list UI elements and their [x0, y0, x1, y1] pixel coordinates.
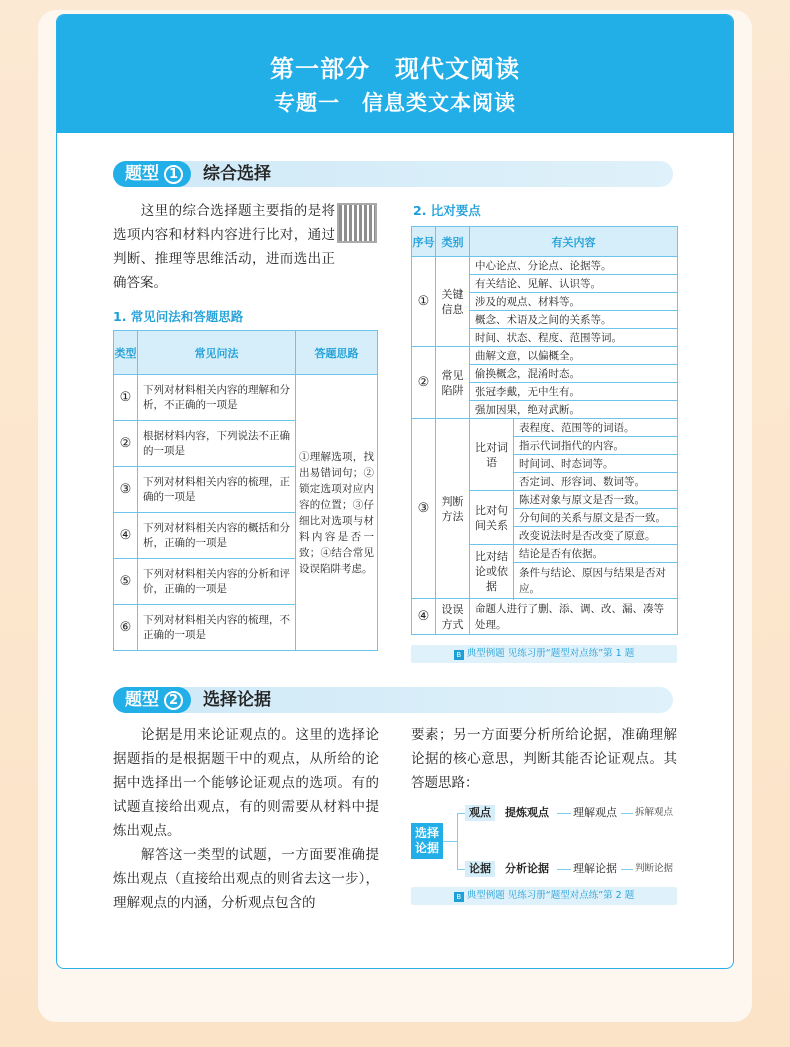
table-row-question: 下列对材料相关内容的梳理，不正确的一项是 — [138, 605, 296, 651]
table-row-question: 下列对材料相关内容的梳理，正确的一项是 — [138, 467, 296, 513]
table-row: 指示代词指代的内容。 — [514, 437, 678, 455]
table1-title: 1. 常见问法和答题思路 — [113, 309, 244, 324]
table-row-question: 下列对材料相关内容的概括和分析，正确的一项是 — [138, 513, 296, 559]
table-row: 中心论点、分论点、论据等。 — [470, 257, 678, 275]
diagram-connector — [621, 869, 633, 870]
group-number: ② — [412, 347, 436, 419]
diagram-step: 提炼观点 — [505, 806, 549, 819]
table-row: 表程度、范围等的词语。 — [514, 419, 678, 437]
group-number: ③ — [412, 419, 436, 599]
question-types-table — [113, 330, 378, 651]
table-row: 强加因果，绝对武断。 — [470, 401, 678, 419]
qr-code-icon[interactable] — [337, 203, 377, 243]
table-row: 有关结论、见解、认识等。 — [470, 275, 678, 293]
subgroup-category: 比对句间关系 — [470, 491, 514, 545]
table-row-number: ④ — [114, 513, 138, 559]
diagram-connector — [621, 813, 633, 814]
table-row-number: ① — [114, 375, 138, 421]
group-category: 判断方法 — [436, 419, 470, 599]
table1-header-question: 常见问法 — [138, 331, 296, 375]
example-note-2[interactable]: B 典型例题 见练习册“题型对点练”第 2 题 — [411, 887, 677, 905]
table-row: 命题人进行了删、添、调、改、漏、凑等处理。 — [470, 599, 678, 635]
table-row-question: 下列对材料相关内容的分析和评价，正确的一项是 — [138, 559, 296, 605]
subgroup-category: 比对结论或依据 — [470, 545, 514, 599]
diagram-viewpoint-tag: 观点 — [465, 805, 495, 821]
diagram-step: 判断论据 — [635, 863, 674, 874]
section1-header — [113, 161, 673, 187]
table-row: 时间、状态、程度、范围等词。 — [470, 329, 678, 347]
section2-header — [113, 687, 673, 713]
diagram-connector — [443, 841, 457, 842]
diagram-connector — [557, 869, 571, 870]
diagram-connector — [457, 813, 465, 814]
diagram-evidence-tag: 论据 — [465, 861, 495, 877]
table2-title: 2. 比对要点 — [413, 203, 481, 218]
section2-title: 选择论据 — [203, 690, 271, 710]
diagram-step: 拆解观点 — [635, 807, 674, 818]
table-row-question: 根据材料内容，下列说法不正确的一项是 — [138, 421, 296, 467]
group-number: ④ — [412, 599, 436, 635]
diagram-step: 理解观点 — [573, 806, 617, 819]
table-row-number: ② — [114, 421, 138, 467]
table-row: 曲解文意，以偏概全。 — [470, 347, 678, 365]
table-row-number: ⑤ — [114, 559, 138, 605]
table-row: 涉及的观点、材料等。 — [470, 293, 678, 311]
table-row: 改变说法时是否改变了原意。 — [514, 527, 678, 545]
table-row: 时间词、时态词等。 — [514, 455, 678, 473]
diagram-step: 分析论据 — [505, 862, 549, 875]
section2-paragraph-1: 论据是用来论证观点的。这里的选择论据题指的是根据题干中的观点，从所给的论据中选择出一个能够论证观点的选项。有的试题直接给出观点，有的则需要从材料中提炼出观点。 — [113, 727, 379, 839]
section2-number: 2 — [164, 691, 183, 710]
topic-title: 专题一 信息类文本阅读 — [274, 91, 516, 115]
example-note-1[interactable]: B 典型例题 见练习册“题型对点练”第 1 题 — [411, 645, 677, 663]
table-row: 张冠李戴，无中生有。 — [470, 383, 678, 401]
table2-header-content: 有关内容 — [470, 227, 678, 257]
section2-tag: 题型 2 — [113, 687, 191, 713]
table-row: 陈述对象与原文是否一致。 — [514, 491, 678, 509]
document-sheet — [56, 14, 734, 969]
table2-header-category: 类别 — [436, 227, 470, 257]
part-title: 第一部分 现代文阅读 — [270, 55, 520, 83]
table-row-number: ③ — [114, 467, 138, 513]
group-category: 设误方式 — [436, 599, 470, 635]
table-row: 条件与结论、原因与结果是否对应。 — [514, 563, 678, 599]
diagram-root: 选择论据 — [411, 823, 443, 859]
table-row: 结论是否有依据。 — [514, 545, 678, 563]
answer-method-cell: ①理解选项，找出易错词句；②锁定选项对应内容的位置；③仔细比对选项与材料内容是否一致；④结合常见设误陷阱考虑。 — [296, 375, 378, 651]
section2-paragraph-2: 解答这一类型的试题，一方面要准确提炼出观点（直接给出观点的则省去这一步），理解观点的内涵，分析观点包含的 — [113, 847, 379, 911]
table1-header-method: 答题思路 — [296, 331, 378, 375]
group-number: ① — [412, 257, 436, 347]
table-row-question: 下列对材料相关内容的理解和分析，不正确的一项是 — [138, 375, 296, 421]
table-row: 偷换概念，混淆时态。 — [470, 365, 678, 383]
comparison-points-table — [411, 226, 678, 635]
book-icon: B — [454, 892, 464, 902]
table2-header-number: 序号 — [412, 227, 436, 257]
table-row: 分句间的关系与原文是否一致。 — [514, 509, 678, 527]
diagram-step: 理解论据 — [573, 862, 617, 875]
section1-number: 1 — [164, 165, 183, 184]
table-row: 否定词、形容词、数词等。 — [514, 473, 678, 491]
section1-intro: 这里的综合选择题主要指的是将选项内容和材料内容进行比对，通过判断、推理等思维活动，进而选出正确答案。 — [113, 203, 335, 291]
table-row: 概念、术语及之间的关系等。 — [470, 311, 678, 329]
section2-paragraph-right: 要素；另一方面要分析所给论据，准确理解论据的核心意思，判断其能否论证观点。其答题思路： — [411, 727, 677, 791]
section1-tag: 题型 1 — [113, 161, 191, 187]
title-banner — [57, 15, 733, 133]
table1-header-type: 类型 — [114, 331, 138, 375]
diagram-connector — [557, 813, 571, 814]
table-row-number: ⑥ — [114, 605, 138, 651]
diagram-connector — [457, 813, 458, 869]
book-icon: B — [454, 650, 464, 660]
section1-title: 综合选择 — [203, 164, 271, 184]
diagram-connector — [457, 869, 465, 870]
group-category: 常见陷阱 — [436, 347, 470, 419]
group-category: 关键信息 — [436, 257, 470, 347]
subgroup-category: 比对词语 — [470, 419, 514, 491]
